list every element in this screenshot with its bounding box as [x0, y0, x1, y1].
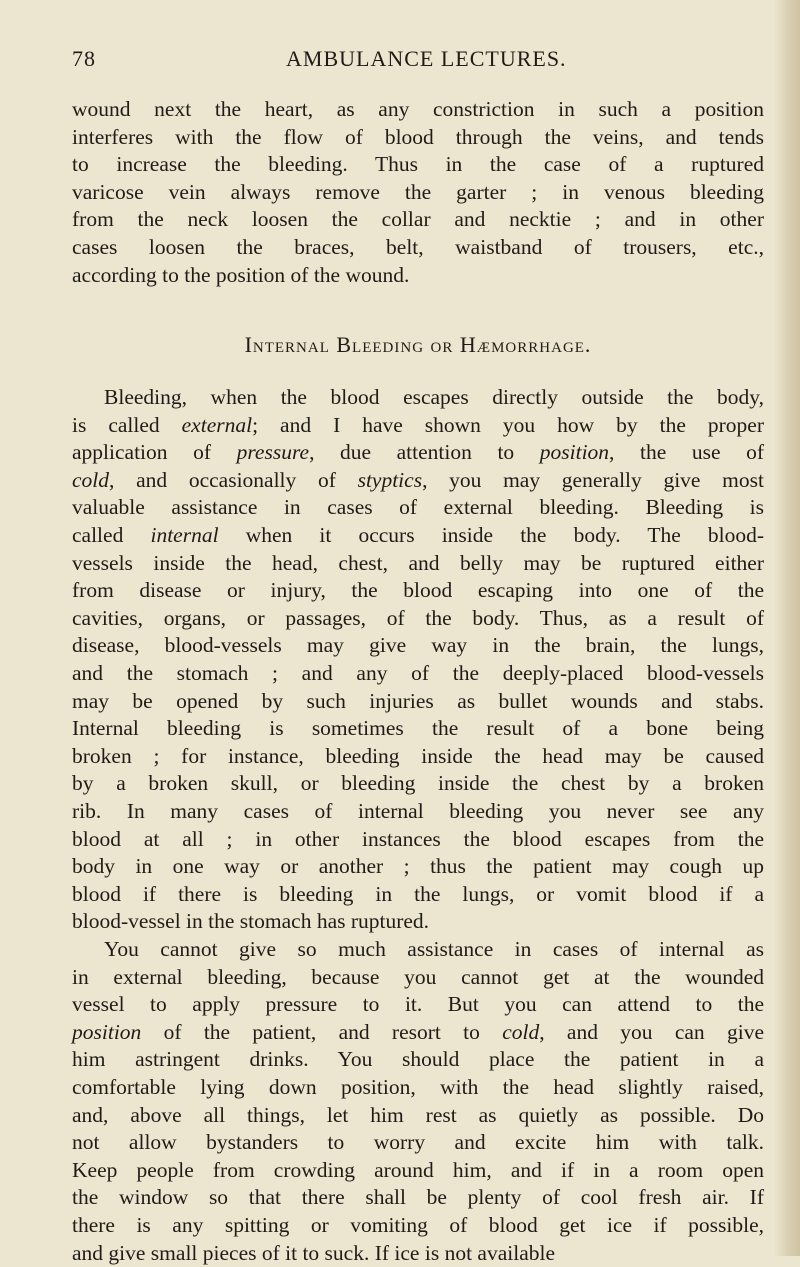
text-line: cases loosen the braces, belt, waistband of trousers, etc.,	[72, 234, 764, 259]
text-line: to increase the bleeding. Thus in the case of a ruptured	[72, 152, 764, 177]
emphasis-term: styptics	[357, 467, 423, 492]
running-head-title: AMBULANCE LECTURES.	[286, 46, 567, 71]
text-line: from the neck loosen the collar and necktie ; and in other	[72, 207, 764, 232]
text-line: in external bleeding, because you cannot get at the wounded	[72, 964, 764, 989]
text-line: blood at all ; in other instances the blood escapes from the	[72, 826, 764, 851]
text-line: called internal when it occurs inside the body. The blood-	[72, 522, 765, 547]
text-line: You cannot give so much assistance in cases of internal as	[104, 937, 764, 961]
emphasis-term: internal	[150, 522, 219, 547]
text-line: Keep people from crowding around him, and if in a room open	[72, 1157, 764, 1182]
text-line: varicose vein always remove the garter ; in venous bleeding	[72, 179, 764, 204]
page-edge-shadow	[774, 0, 800, 1256]
section-heading: Internal Bleeding or Hæmorrhage.	[244, 332, 592, 357]
text-line: Internal bleeding is sometimes the result of a bone being	[72, 716, 764, 741]
text-line: disease, blood-vessels may give way in the brain, the lungs,	[72, 633, 764, 658]
text-line: interferes with the flow of blood through the veins, and tends	[72, 124, 764, 149]
text-line: may be opened by such injuries as bullet wounds and stabs.	[72, 688, 764, 713]
text-line: blood-vessel in the stomach has ruptured.	[72, 909, 430, 934]
text-line: and the stomach ; and any of the deeply-placed blood-vessels	[72, 660, 764, 685]
text-line: application of pressure, due attention to position, the use of	[72, 440, 764, 465]
text-line: rib. In many cases of internal bleeding you never see any	[72, 798, 764, 823]
page-number: 78	[72, 46, 96, 71]
running-head	[72, 46, 762, 82]
text-line: cavities, organs, or passages, of the body. Thus, as a result of	[72, 605, 764, 630]
text-line: the window so that there shall be plenty of cool fresh air. If	[72, 1185, 764, 1210]
text-line: wound next the heart, as any constriction in such a position	[72, 97, 764, 121]
text-line: cold, and occasionally of styptics, you may generally give most	[72, 467, 764, 492]
text-line: position of the patient, and resort to cold, and you can give	[72, 1019, 764, 1044]
emphasis-term: position	[539, 440, 610, 465]
emphasis-term: cold	[72, 467, 110, 492]
paragraph-continuation	[72, 96, 764, 289]
text-line: blood if there is bleeding in the lungs, or vomit blood if a	[72, 881, 764, 906]
emphasis-term: position	[72, 1019, 142, 1044]
emphasis-term: external	[181, 412, 253, 437]
emphasis-term: pressure	[236, 440, 310, 465]
text-line: vessels inside the head, chest, and belly may be ruptured either	[72, 550, 764, 575]
text-line: comfortable lying down position, with the head slightly raised,	[72, 1074, 764, 1099]
text-line: valuable assistance in cases of external bleeding. Bleeding is	[72, 495, 764, 520]
text-line: not allow bystanders to worry and excite him with talk.	[72, 1130, 764, 1155]
text-line: is called external; and I have shown you how by the proper	[72, 412, 764, 437]
text-line: and give small pieces of it to suck. If ice is not available	[72, 1240, 556, 1265]
text-line: from disease or injury, the blood escaping into one of the	[72, 578, 764, 603]
text-line: and, above all things, let him rest as quietly as possible. Do	[72, 1102, 764, 1127]
text-line: there is any spitting or vomiting of blood get ice if possible,	[72, 1212, 764, 1237]
text-line: broken ; for instance, bleeding inside the head may be caused	[72, 743, 764, 768]
paragraph-internal-bleeding	[72, 384, 764, 936]
text-line: Bleeding, when the blood escapes directly outside the body,	[104, 385, 764, 409]
text-line: body in one way or another ; thus the patient may cough up	[72, 854, 764, 879]
paragraph-treatment	[72, 936, 764, 1267]
text-line: vessel to apply pressure to it. But you can attend to the	[72, 992, 764, 1017]
emphasis-term: cold	[502, 1019, 540, 1044]
text-line: by a broken skull, or bleeding inside the chest by a broken	[72, 771, 764, 796]
text-line: according to the position of the wound.	[72, 262, 410, 287]
text-line: him astringent drinks. You should place the patient in a	[72, 1047, 764, 1072]
